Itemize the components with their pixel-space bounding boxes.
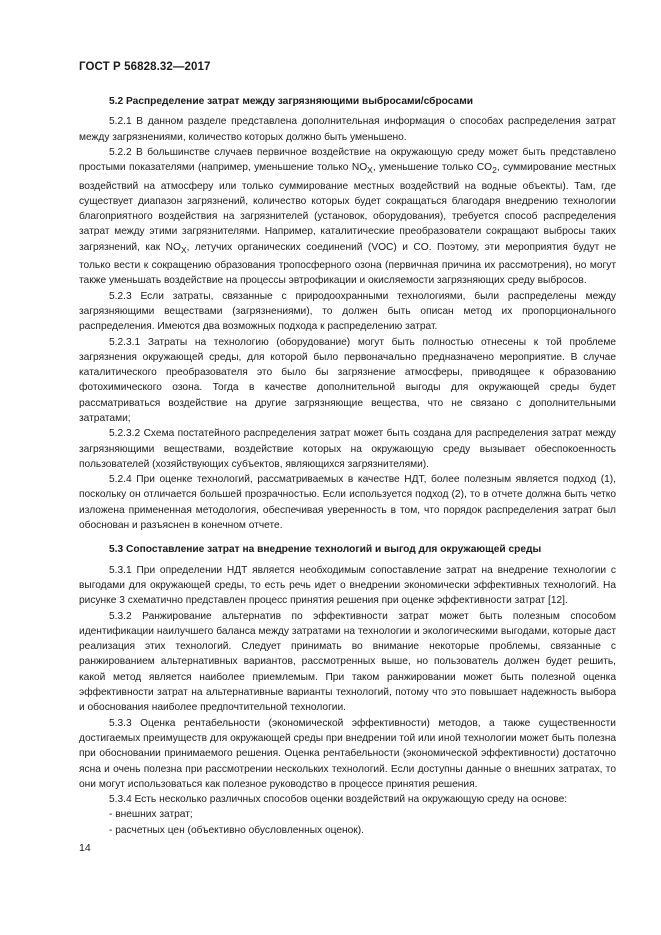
paragraph-5-2-1: 5.2.1 В данном разделе представлена дополнительная информация о способах распределения затрат между загрязнениями, количество которых должно быть уменьшено. xyxy=(79,116,616,143)
page-number: 14 xyxy=(79,842,91,854)
text-run: , летучих органических соединений (VOC) и CO. Поэтому, эти мероприятия будут не только вести к сокращению образования тропосферного озона (первичная причина их рассмотрения), но могут также уменьшать воздействие на процессы эвтрофикации и окисляемости загрязняющих среду выбросов. xyxy=(79,241,617,287)
subscript: X xyxy=(180,244,187,255)
section-heading-5-3: 5.3 Сопоставление затрат на внедрение технологий и выгод для окружающей среды xyxy=(109,544,542,556)
paragraph-5-3-3: 5.3.3 Оценка рентабельности (экономической эффективности) методов, а также существенности достигаемых преимуществ для окружающей среды при внедрении той или иной технологии может быть полезна при обосновании принимаемого решения. Оценка рентабельности (экономической эффективности) достаточно ясна и очень полезна при рассмотрении нескольких технологий. Если доступны данные о внешних затратах, то они могут использоваться как полезное руководство в процессе принятия решения. xyxy=(79,717,616,790)
subscript: X xyxy=(367,165,373,176)
text-run: 5.2.2 В большинстве случаев первичное воздействие на окружающую среду может быть представлено простыми показателями (например, уменьшение только NO xyxy=(79,146,616,174)
text-run: , уменьшение только CO xyxy=(372,162,493,174)
paragraph-5-3-4: 5.3.4 Есть несколько различных способов оценки воздействий на окружающую среду на основе: xyxy=(109,794,568,806)
paragraph-5-2-3-2: 5.2.3.2 Схема постатейного распределения затрат может быть создана для распределения затрат между загрязняющими веществами, воздействие которых на окружающую среду вызывает обеспокоенность пользователей (хозяйствующих субъектов, являющихся загрязнителями). xyxy=(79,428,616,470)
paragraph-5-2-2 xyxy=(79,145,616,289)
text-run: , суммирование местных воздействий на атмосферу или только суммирование местных воздействий на водные объекты). Там, где существует диапазон загрязнений, количество которых будет сокращаться благодаря внедрению технологии благоприятного воздействия на загрязнителей (установок, оборудования), требуется способ распределения затрат между этими загрязнителями. Например, каталитические преобразователи сокращают выбросы таких загрязнений, как NO xyxy=(79,162,616,253)
subscript: 2 xyxy=(492,165,497,176)
document-body xyxy=(79,92,616,838)
paragraph-5-2-4: 5.2.4 При оценке технологий, рассматриваемых в качестве НДТ, более полезным является подход (1), поскольку он отличается большей прозрачностью. Если используется подход (2), то в отчете должна быть четко изложена примененная методология, обеспечивая уверенность в том, что порядок распределения затрат был обоснован и разъяснен в конечном отчете. xyxy=(79,474,616,532)
document-header: ГОСТ Р 56828.32—2017 xyxy=(79,61,211,73)
paragraph-5-2-3: 5.2.3 Если затраты, связанные с природоохранными технологиями, были распределены между загрязняющими веществами (загрязнениями), то должен быть описан метод их пропорционального распределения. Имеются два возможных подхода к распределению затрат. xyxy=(79,290,616,333)
list-item: - внешних затрат; xyxy=(109,809,193,821)
list-item: - расчетных цен (объективно обусловленных оценок). xyxy=(109,824,364,836)
paragraph-5-3-1: 5.3.1 При определении НДТ является необходимым сопоставление затрат на внедрение технологии с выгодами для окружающей среды, то есть речь идет о внедрении экономически эффективных технологий. На рисунке 3 схематично представлен процесс принятия решения при оценке эффективности затрат [12]. xyxy=(79,564,616,607)
paragraph-5-3-2: 5.3.2 Ранжирование альтернатив по эффективности затрат может быть полезным способом идентификации наилучшего баланса между затратами на технологии и экологическими выгодами, которые даст реализация этих технологий. Следует принимать во внимание некоторые проблемы, связанные с ранжированием альтернативных вариантов, рассмотренных выше, но пользователь должен будет решить, какой метод является наиболее приемлемым. При таком ранжировании может быть полезной оценка эффективности затрат на альтернативные варианты технологий, потому что это повышает надежность выбора и обоснования наиболее предпочтительной технологии. xyxy=(79,610,616,714)
section-heading-5-2: 5.2 Распределение затрат между загрязняющими выбросами/сбросами xyxy=(109,96,474,107)
paragraph-5-2-3-1: 5.2.3.1 Затраты на технологию (оборудование) могут быть полностью отнесены к той проблеме загрязнения окружающей среды, для которой было первоначально предназначено мероприятие. В случае каталитического преобразователя это было бы загрязнение атмосферы, приводящее к образованию фотохимического озона. Тогда в качестве дополнительной выгоды для окружающей среды будет рассматриваться воздействие на другие загрязняющие вещества, что не связано с дополнительными затратами; xyxy=(79,336,616,424)
